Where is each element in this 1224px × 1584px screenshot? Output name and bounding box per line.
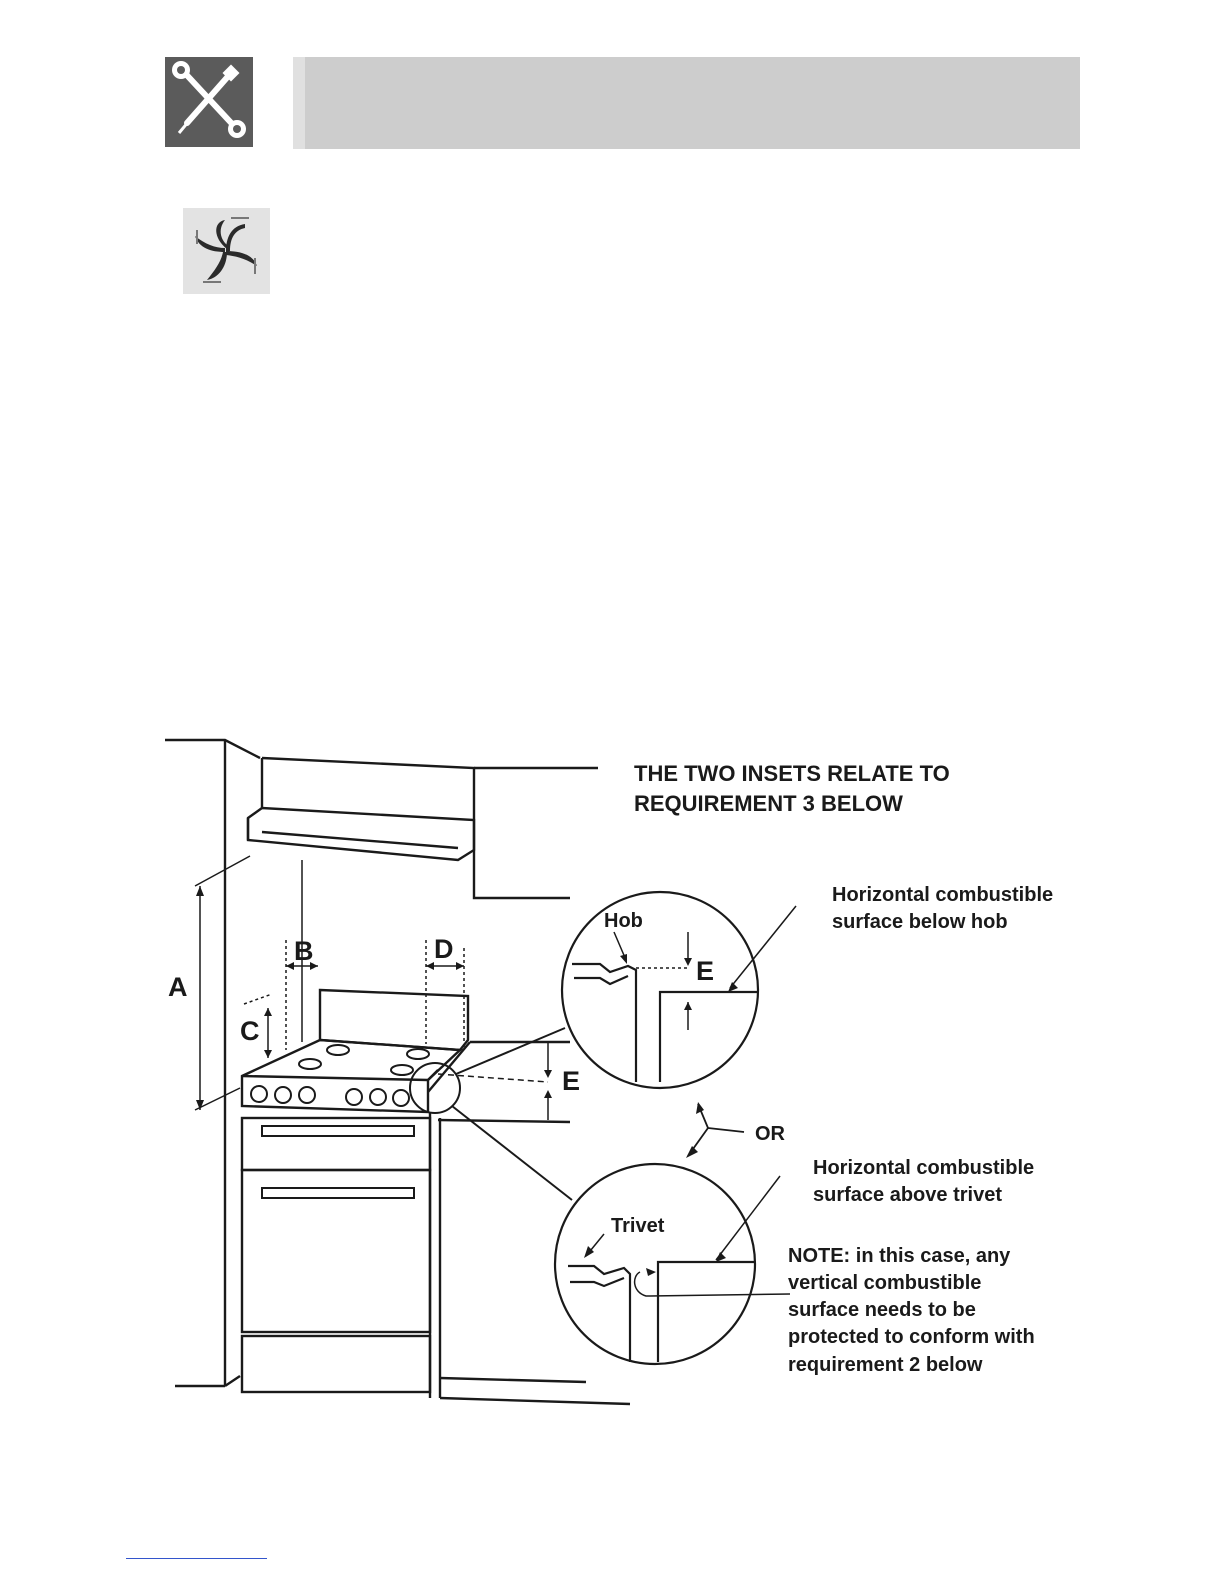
callout-bottom-line2: surface above trivet bbox=[813, 1184, 1002, 1206]
callout-top-line1: Horizontal combustible bbox=[832, 884, 1054, 906]
diagram-title-line2: REQUIREMENT 3 BELOW bbox=[634, 791, 903, 816]
installation-clearance-diagram bbox=[0, 700, 1224, 1440]
callout-top-line2: surface below hob bbox=[832, 911, 1008, 933]
note-line4: protected to conform with bbox=[788, 1326, 1035, 1348]
inset-hob bbox=[562, 892, 796, 1088]
wrench-screwdriver-icon bbox=[165, 57, 253, 147]
section-header-bar bbox=[293, 57, 1080, 149]
control-knobs bbox=[251, 1045, 429, 1106]
note-line2: vertical combustible bbox=[788, 1272, 982, 1294]
dimension-label-c: C bbox=[240, 1016, 260, 1046]
dimension-label-e-main: E bbox=[562, 1066, 581, 1096]
ventilation-fan-icon bbox=[183, 208, 270, 294]
callout-bottom-line1: Horizontal combustible bbox=[813, 1157, 1035, 1179]
dimension-label-b: B bbox=[294, 936, 314, 966]
note-line5: requirement 2 below bbox=[788, 1354, 983, 1376]
note-line3: surface needs to be bbox=[788, 1299, 976, 1321]
footer-link-underline[interactable] bbox=[126, 1558, 267, 1559]
inset-label-trivet: Trivet bbox=[611, 1215, 665, 1237]
note-line1: NOTE: in this case, any bbox=[788, 1245, 1011, 1267]
inset-trivet bbox=[555, 1164, 790, 1364]
inset-label-hob: Hob bbox=[604, 910, 643, 932]
dimension-label-a: A bbox=[168, 972, 188, 1002]
dimension-label-d: D bbox=[434, 934, 454, 964]
or-label: OR bbox=[755, 1123, 785, 1145]
dimension-label-e-inset: E bbox=[696, 956, 715, 986]
diagram-title-line1: THE TWO INSETS RELATE TO bbox=[634, 761, 950, 786]
